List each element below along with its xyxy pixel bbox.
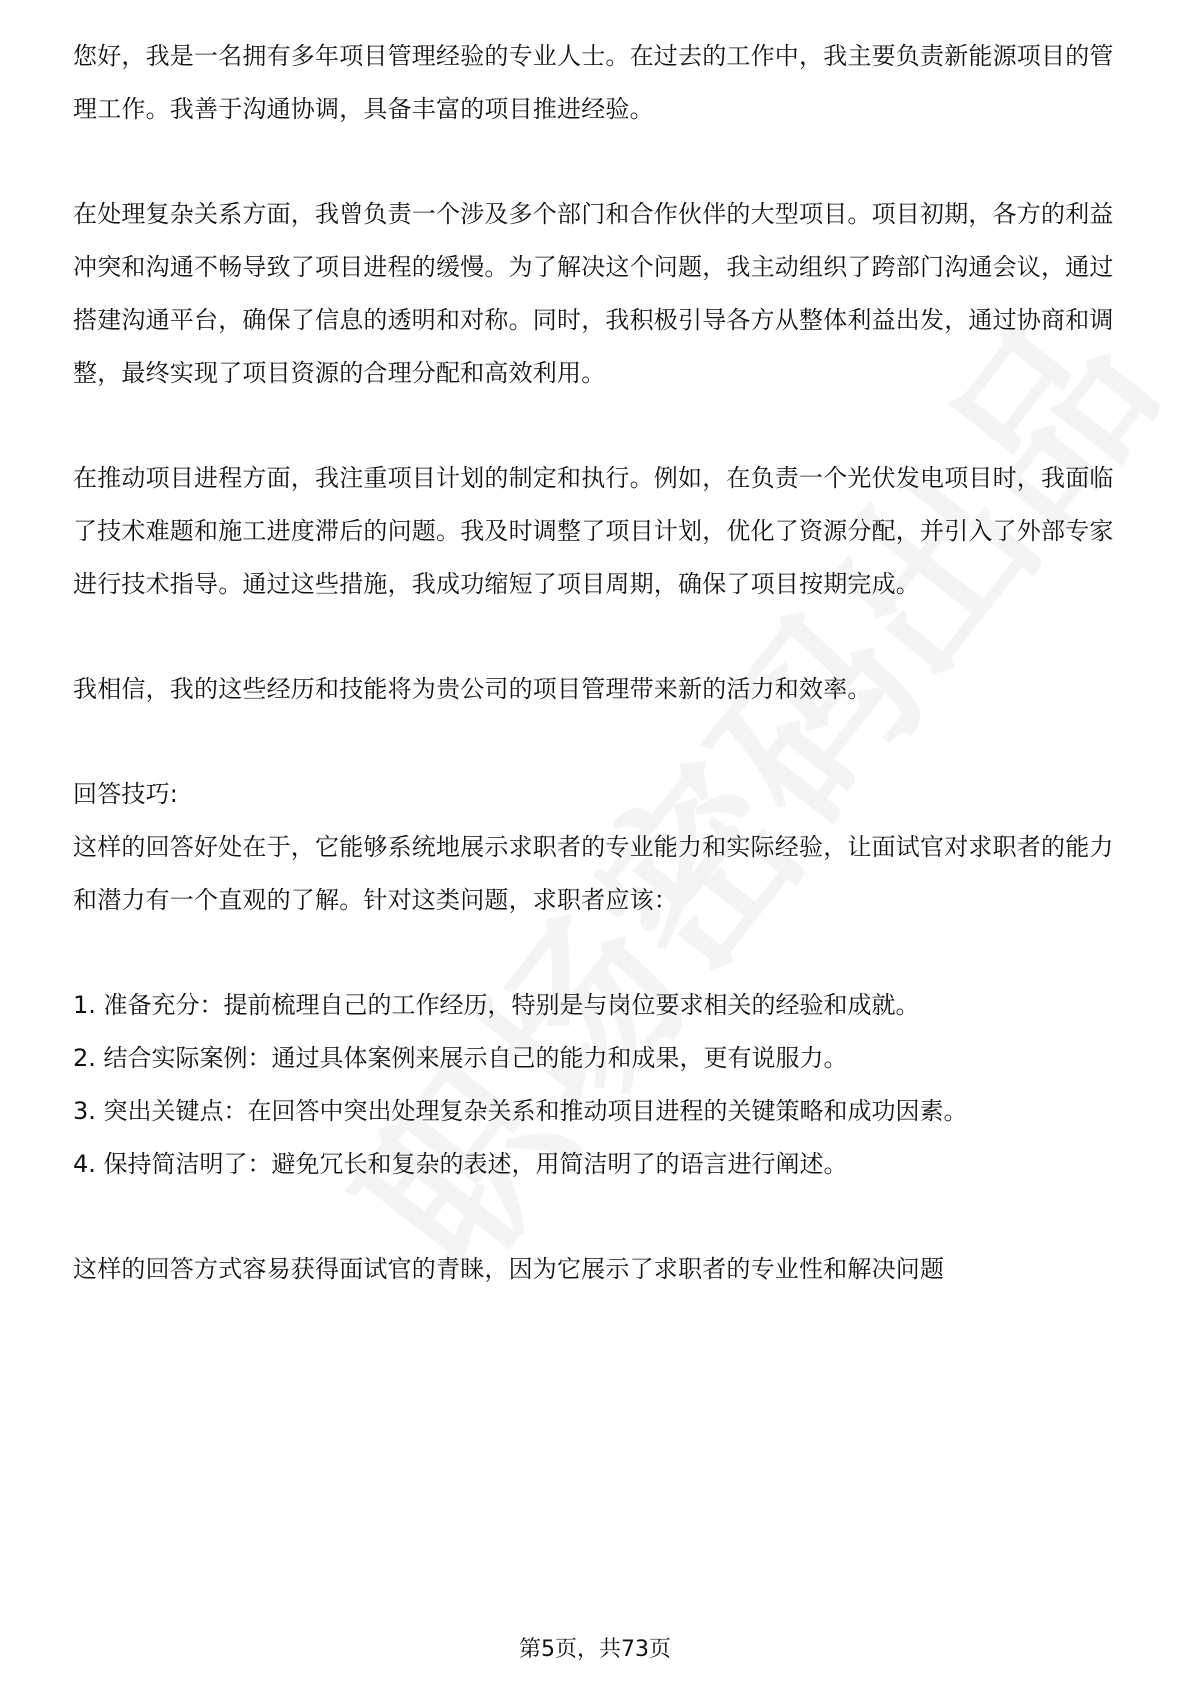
tips-heading: 回答技巧: [73, 780, 179, 808]
list-item: 1. 准备充分：提前梳理自己的工作经历，特别是与岗位要求相关的经验和成就。 [73, 991, 920, 1019]
paragraph-complex-relations: 在处理复杂关系方面，我曾负责一个涉及多个部门和合作伙伴的大型项目。项目初期，各方的利益冲突和沟通不畅导致了项目进程的缓慢。为了解决这个问题，我主动组织了跨部门沟通会议，通过搭建沟通平台，确保了信息的透明和对称。同时，我积极引导各方从整体利益出发，通过协商和调整，最终实现了项目资源的合理分配和高效利用。 [73, 200, 1114, 387]
paragraph-conclusion: 我相信，我的这些经历和技能将为贵公司的项目管理带来新的活力和效率。 [73, 675, 872, 703]
list-item: 2. 结合实际案例：通过具体案例来展示自己的能力和成果，更有说服力。 [73, 1044, 848, 1072]
tips-list [73, 979, 1118, 1191]
tips-closing: 这样的回答方式容易获得面试官的青睐，因为它展示了求职者的专业性和解决问题 [73, 1255, 945, 1283]
paragraph-intro: 您好，我是一名拥有多年项目管理经验的专业人士。在过去的工作中，我主要负责新能源项目的管理工作。我善于沟通协调，具备丰富的项目推进经验。 [73, 42, 1114, 123]
paragraph-project-progress: 在推动项目进程方面，我注重项目计划的制定和执行。例如，在负责一个光伏发电项目时，我面临了技术难题和施工进度滞后的问题。我及时调整了项目计划，优化了资源分配，并引入了外部专家进行技术指导。通过这些措施，我成功缩短了项目周期，确保了项目按期完成。 [73, 464, 1114, 598]
page-content [73, 30, 1118, 1296]
list-item: 4. 保持简洁明了：避免冗长和复杂的表述，用简洁明了的语言进行阐述。 [73, 1150, 848, 1178]
tips-intro: 这样的回答好处在于，它能够系统地展示求职者的专业能力和实际经验，让面试官对求职者的能力和潜力有一个直观的了解。针对这类问题，求职者应该： [73, 833, 1114, 914]
list-item: 3. 突出关键点：在回答中突出处理复杂关系和推动项目进程的关键策略和成功因素。 [73, 1097, 968, 1125]
page-number: 第5页，共73页 [519, 1637, 671, 1662]
